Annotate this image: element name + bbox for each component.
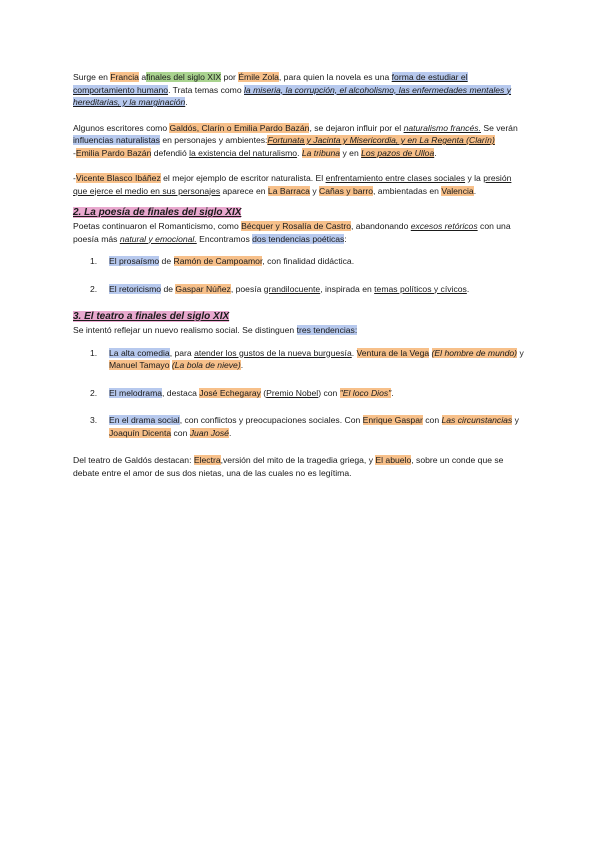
list-item [73, 283, 525, 296]
highlight-melodrama: El melodrama [109, 387, 163, 398]
text: , con conflictos y preocupaciones sociales. Con [179, 415, 363, 425]
text: . [185, 97, 188, 107]
text: , para quien la novela es una [278, 72, 392, 82]
highlight-becquer: Bécquer y Rosalía de Castro [241, 221, 352, 231]
highlight-emilia: Emilia Pardo Bazán [75, 147, 152, 158]
highlight-forma-estudiar: forma de estudiar el comportamiento humano [73, 72, 468, 95]
document-body [73, 71, 525, 479]
text: y en [340, 147, 362, 158]
grandilocuente: grandilocuente [263, 283, 321, 294]
text: con una poesía más [73, 221, 511, 244]
paragraph-poesia [73, 220, 525, 245]
text: Surge en [73, 72, 111, 82]
highlight-canas: Cañas y barro [319, 185, 374, 196]
paragraph-naturalismo-origen [73, 71, 525, 109]
highlight-barraca: La Barraca [267, 185, 310, 196]
highlight-obras: Fortunata y Jacinta y Misericordia, y en La Regenta (Clarín) [267, 135, 495, 145]
highlight-dicenta: Joaquín Dicenta [109, 427, 172, 438]
text: ( [260, 387, 267, 398]
highlight-francia: Francia [110, 72, 139, 82]
text: y [512, 415, 519, 425]
highlight-electra: Electra [193, 455, 221, 465]
presion-medio: presión que ejerce el medio en sus personajes [73, 173, 512, 196]
text: defendió [151, 147, 190, 158]
highlight-autores: Galdós, Clarín o Emilia Pardo Bazán [169, 122, 310, 133]
highlight-loco-dios: "El loco Dios" [339, 387, 392, 398]
highlight-retoricismo: El retoricismo [109, 283, 162, 294]
text: ,versión del mito de la tragedia griega, y [220, 455, 376, 465]
text: . [240, 360, 244, 370]
text: . [466, 283, 470, 294]
paragraph-escritores [73, 122, 525, 147]
highlight-hombre-mundo: (El hombre de mundo) [431, 347, 518, 358]
highlight-influencias: influencias naturalistas [73, 135, 160, 145]
text: y la [465, 173, 484, 183]
paragraph-teatro [73, 324, 525, 337]
highlight-tribuna: La tribuna [301, 147, 341, 158]
text: . [297, 147, 302, 158]
text: - [73, 147, 76, 158]
list-number: 2. [90, 387, 98, 398]
text: - [73, 173, 76, 183]
text: en personajes y ambientes: [159, 135, 268, 145]
text: aparece en [220, 185, 268, 196]
text: , sobre un conde que se debate entre el amor de sus dos nietas, una de las cuales no es legítima. [73, 455, 504, 478]
paragraph-emilia [73, 147, 525, 160]
text: , para [169, 347, 195, 358]
text: , con finalidad didáctica. [262, 256, 355, 266]
highlight-valencia: Valencia [441, 185, 474, 196]
text: Encontramos [196, 233, 253, 244]
highlight-tamayo: Manuel Tamayo [109, 360, 170, 370]
text: ) con [318, 387, 340, 398]
list-number: 1. [90, 347, 98, 358]
text: con [422, 415, 442, 425]
atender-gustos: atender los gustos de la nueva burguesía [194, 347, 352, 358]
text: Se intentó reflejar un nuevo realismo social. Se distinguen [73, 325, 297, 335]
natural-emocional: natural y emocional. [119, 233, 197, 244]
highlight-tres-tendencias: tres tendencias: [296, 325, 358, 335]
text: . Trata temas como [168, 84, 245, 95]
highlight-zola: Émile Zola [238, 72, 279, 82]
highlight-dos-tendencias: dos tendencias poéticas [252, 233, 345, 244]
list-teatro-tendencias [73, 347, 525, 440]
highlight-abuelo: El abuelo [375, 455, 412, 465]
paragraph-blasco [73, 172, 525, 197]
premio-nobel: Premio Nobel [266, 387, 319, 398]
section-heading-teatro [73, 310, 525, 324]
list-number: 2. [90, 283, 98, 294]
text: y [517, 347, 524, 358]
section-heading-poesia [73, 206, 525, 220]
paragraph-galdos-teatro [73, 454, 525, 479]
text: , se dejaron influir por el [309, 122, 404, 133]
text: Se verán [480, 122, 518, 133]
highlight-juan-jose: Juan José [189, 427, 229, 438]
highlight-prosaismo: El prosaísmo [109, 256, 160, 266]
text: y [309, 185, 320, 196]
text: Algunos escritores como [73, 122, 170, 133]
list-number: 1. [90, 256, 98, 266]
list-item [73, 414, 525, 439]
text: : [344, 233, 347, 244]
list-item [73, 347, 525, 372]
text: . [228, 427, 232, 438]
highlight-enrique-gaspar: Enrique Gaspar [362, 415, 423, 425]
highlight-pazos: Los pazos de Ulloa [361, 147, 435, 158]
highlight-gaspar-nunez: Gaspar Núñez [175, 283, 231, 294]
text: , ambientadas en [373, 185, 442, 196]
list-poesia-tendencias [73, 255, 525, 295]
highlight-ventura: Ventura de la Vega [356, 347, 430, 358]
highlight-drama-social: En el drama social [109, 415, 180, 425]
text: Del teatro de Galdós destacan: [73, 455, 194, 465]
highlight-alta-comedia: La alta comedia [109, 347, 170, 358]
existencia-naturalismo: la existencia del naturalismo [189, 147, 298, 158]
text: el mejor ejemplo de escritor naturalista. El [160, 173, 326, 183]
highlight-finales-siglo: finales del siglo XIX [146, 72, 222, 82]
highlight-campoamor: Ramón de Campoamor [173, 256, 263, 266]
list-item [73, 255, 525, 268]
text: . [351, 347, 357, 358]
enfrentamiento-clases: enfrentamiento entre clases sociales [325, 173, 466, 183]
highlight-bola-nieve: (La bola de nieve) [171, 360, 241, 370]
heading-text: 2. La poesía de finales del siglo XIX [73, 207, 242, 218]
text: , abandonando [351, 221, 411, 231]
naturalismo-frances: naturalismo francés. [403, 122, 481, 133]
text: . [391, 387, 394, 398]
temas-politicos: temas políticos y cívicos [374, 283, 467, 294]
highlight-echegaray: José Echegaray [199, 387, 261, 398]
text: , destaca [162, 387, 200, 398]
highlight-vicente: Vicente Blasco Ibáñez [75, 173, 161, 183]
excesos-retoricos: excesos retóricos [410, 221, 478, 231]
highlight-temas: la miseria, la corrupción, el alcoholismo, las enfermedades mentales y hereditarias, y la marginación [73, 84, 512, 107]
text: Poetas continuaron el Romanticismo, como [73, 221, 242, 231]
text: por [221, 72, 239, 82]
text: de [161, 283, 176, 294]
list-number: 3. [90, 415, 98, 425]
highlight-circunstancias: Las circunstancias [441, 415, 513, 425]
list-item [73, 387, 525, 400]
text: con [171, 427, 190, 438]
text: . [434, 147, 437, 158]
text: , poesía [230, 283, 264, 294]
text: , inspirada en [320, 283, 375, 294]
text: . [473, 185, 477, 196]
text: de [159, 256, 174, 266]
text: a [138, 72, 147, 82]
heading-text: 3. El teatro a finales del siglo XIX [73, 311, 230, 322]
